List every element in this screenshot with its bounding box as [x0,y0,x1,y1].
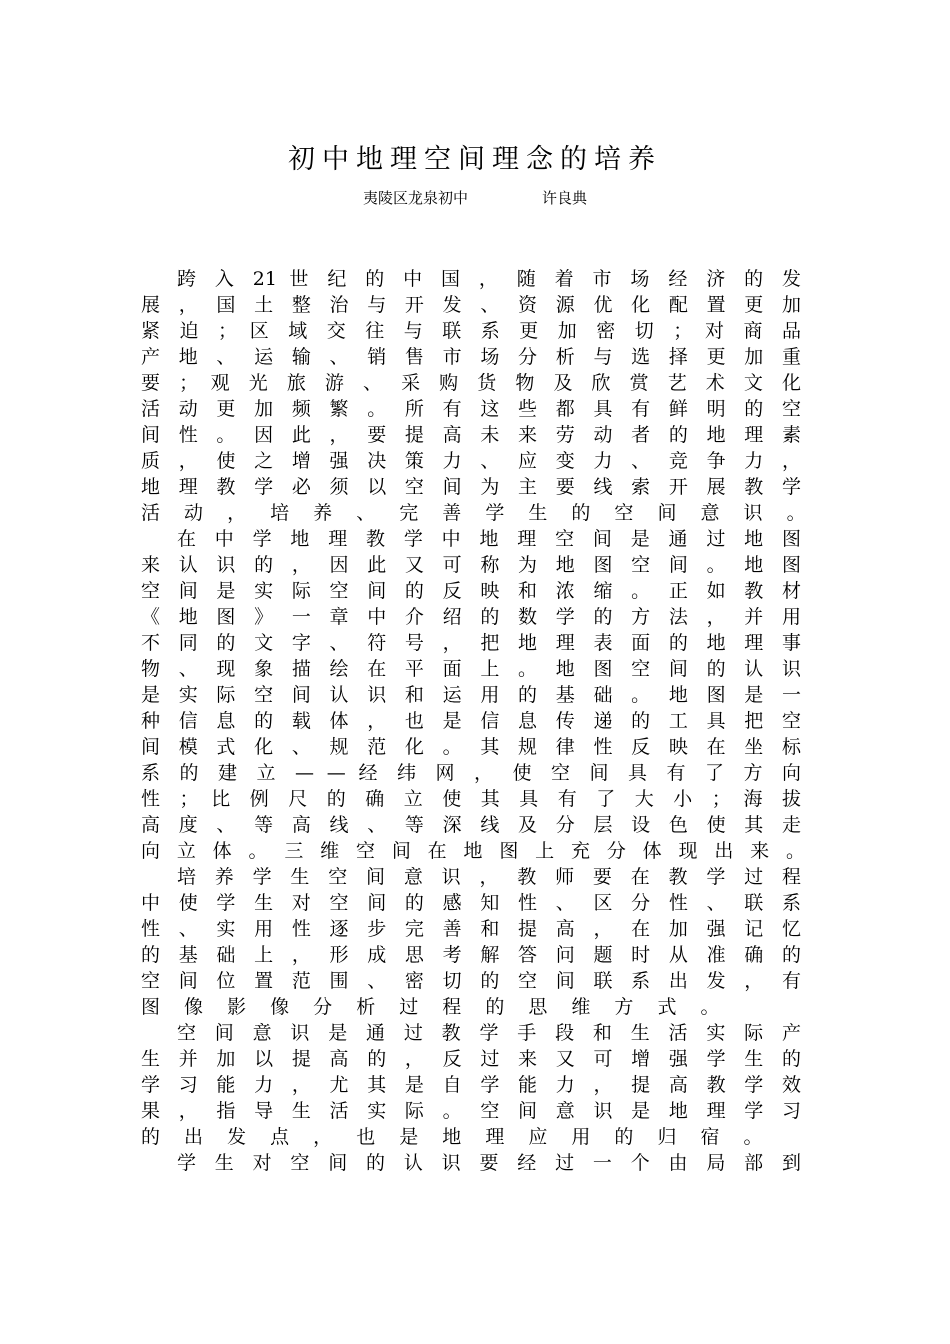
text-line: 地 理 教 学 必 须 以 空 间 为 主 要 线 索 开 展 教 学 [141,476,801,498]
byline-author: 许良典 [542,189,588,207]
text-line: 生 并 加 以 提 高 的 ， 反 过 来 又 可 增 强 学 生 的 [141,1048,801,1070]
text-line: 种 信 息 的 载 体 ， 也 是 信 息 传 递 的 工 具 把 空 [141,710,801,732]
text-line: 产 地 、 运 输 、 销 售 市 场 分 析 与 选 择 更 加 重 [141,346,801,368]
text-line: 培 养 学 生 空 间 意 识 ， 教 师 要 在 教 学 过 程 [177,866,801,888]
text-line: 中 使 学 生 对 空 间 的 感 知 性 、 区 分 性 、 联 系 [141,892,801,914]
text-line: 的 出 发 点 ， 也 是 地 理 应 用 的 归 宿 。 [141,1126,763,1148]
text-line: 物 、 现 象 描 绘 在 平 面 上 。 地 图 空 间 的 认 识 [141,658,801,680]
text-line: 展 ， 国 土 整 治 与 开 发 、 资 源 优 化 配 置 更 加 [141,294,801,316]
byline [0,186,950,210]
text-line: 不 同 的 文 字 、 符 号 ， 把 地 理 表 面 的 地 理 事 [141,632,801,654]
text-line: 间 性 。 因 此 ， 要 提 高 未 来 劳 动 者 的 地 理 素 [141,424,801,446]
text-line: 性 ； 比 例 尺 的 确 立 使 其 具 有 了 大 小 ； 海 拔 [141,788,801,810]
article-body [141,266,806,1176]
text-line: 向 立 体 。 三 维 空 间 在 地 图 上 充 分 体 现 出 来 。 [141,840,805,862]
text-line: 系 的 建 立 — — 经 纬 网 ， 使 空 间 具 有 了 方 向 [141,762,801,784]
text-line: 学 习 能 力 ， 尤 其 是 自 学 能 力 ， 提 高 教 学 效 [141,1074,801,1096]
text-line: 要 ； 观 光 旅 游 、 采 购 货 物 及 欣 赏 艺 术 文 化 [141,372,801,394]
text-line: 空 间 是 实 际 空 间 的 反 映 和 浓 缩 。 正 如 教 材 [141,580,801,602]
text-line: 来 认 识 的 ， 因 此 又 可 称 为 地 图 空 间 。 地 图 [141,554,801,576]
text-line: 空 间 意 识 是 通 过 教 学 手 段 和 生 活 实 际 产 [177,1022,801,1044]
text-line: 在 中 学 地 理 教 学 中 地 理 空 间 是 通 过 地 图 [177,528,801,550]
text-line: 图 像 影 像 分 析 过 程 的 思 维 方 式 。 [141,996,720,1018]
text-line: 活 动 更 加 频 繁 。 所 有 这 些 都 具 有 鲜 明 的 空 [141,398,801,420]
text-line: 是 实 际 空 间 认 识 和 运 用 的 基 础 。 地 图 是 一 [141,684,801,706]
text-line: 活 动 ， 培 养 、 完 善 学 生 的 空 间 意 识 。 [141,502,806,524]
text-line: 质 ， 使 之 增 强 决 策 力 、 应 变 力 、 竞 争 力 ， [141,450,801,472]
text-line: 学 生 对 空 间 的 认 识 要 经 过 一 个 由 局 部 到 [177,1152,801,1174]
page-title: 初中地理空间理念的培养 [288,144,662,175]
text-line: 跨 入 21 世 纪 的 中 国 ， 随 着 市 场 经 济 的 发 [177,268,801,290]
text-line: 空 间 位 置 范 围 、 密 切 的 空 间 联 系 出 发 ， 有 [141,970,801,992]
text-line: 间 模 式 化 、 规 范 化 。 其 规 律 性 反 映 在 坐 标 [141,736,801,758]
text-line: 《 地 图 》 一 章 中 介 绍 的 数 学 的 方 法 ， 并 用 [141,606,801,628]
byline-school: 夷陵区龙泉初中 [362,189,468,207]
text-line: 的 基 础 上 ， 形 成 思 考 解 答 问 题 时 从 准 确 的 [141,944,801,966]
text-line: 性 、 实 用 性 逐 步 完 善 和 提 高 ， 在 加 强 记 忆 [141,918,801,940]
text-line: 果 ， 指 导 生 活 实 际 。 空 间 意 识 是 地 理 学 习 [141,1100,801,1122]
text-line: 高 度 、 等 高 线 、 等 深 线 及 分 层 设 色 使 其 走 [141,814,801,836]
text-line: 紧 迫 ； 区 域 交 往 与 联 系 更 加 密 切 ； 对 商 品 [141,320,801,342]
